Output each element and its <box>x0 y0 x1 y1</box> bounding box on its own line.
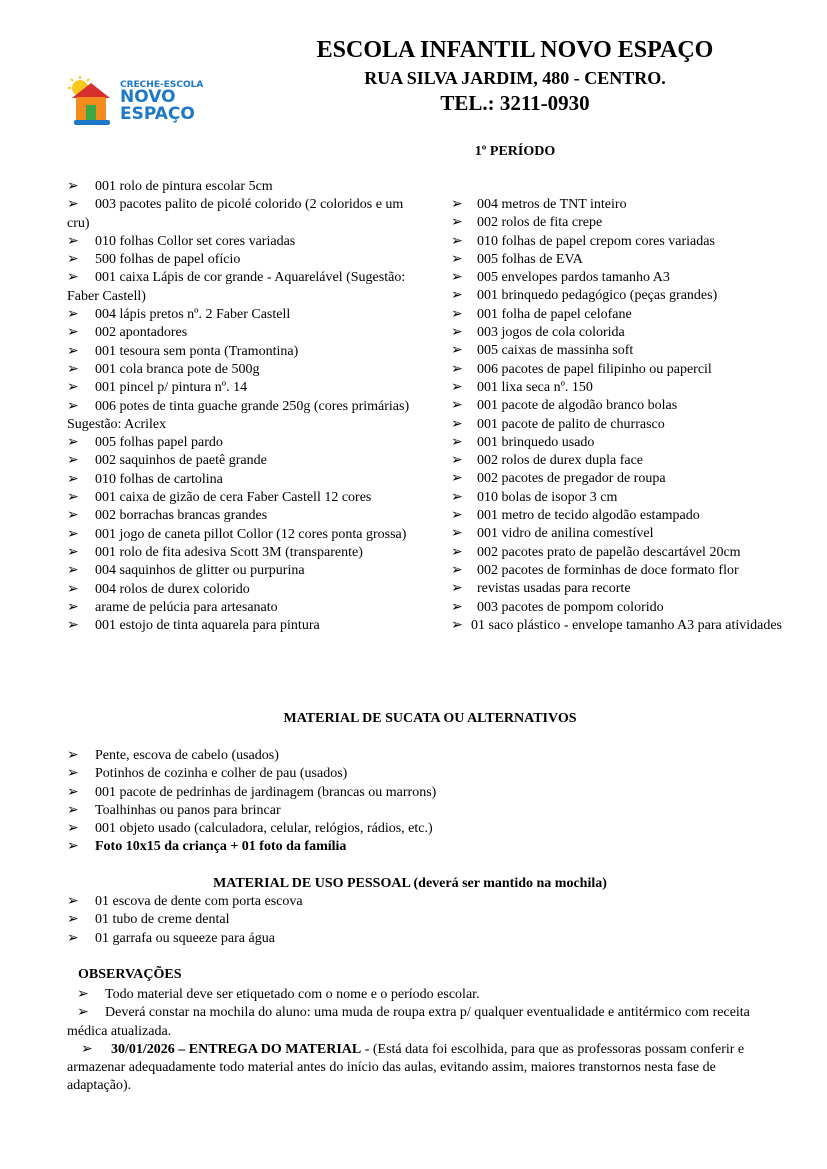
list-item-text: 002 rolos de durex dupla face <box>477 453 643 469</box>
bullet-icon: ➢ <box>451 343 463 359</box>
bullet-icon: ➢ <box>67 563 79 579</box>
sucata-list <box>67 747 767 857</box>
period-title: 1º PERÍODO <box>474 144 556 159</box>
list-item-text: 001 brinquedo pedagógico (peças grandes) <box>477 288 718 304</box>
logo-text-novo: NOVO <box>120 87 176 107</box>
list-item-text: 003 pacotes palito de picolé colorido (2 coloridos e um cru) <box>67 197 404 231</box>
bullet-icon: ➢ <box>67 252 79 268</box>
bullet-icon: ➢ <box>67 912 79 928</box>
list-item <box>67 489 427 507</box>
list-item <box>67 452 427 470</box>
list-item-text: 010 bolas de isopor 3 cm <box>477 489 618 505</box>
school-address: RUA SILVA JARDIM, 480 - CENTRO. <box>364 68 666 88</box>
list-item <box>67 306 427 324</box>
bullet-icon: ➢ <box>67 233 79 249</box>
bullet-icon: ➢ <box>67 380 79 396</box>
list-item <box>451 617 791 635</box>
observacoes-title: OBSERVAÇÕES <box>78 967 182 982</box>
list-item <box>451 287 791 305</box>
list-item-text: 003 pacotes de pompom colorido <box>477 599 664 615</box>
bullet-icon: ➢ <box>67 197 79 213</box>
list-item-text: 002 pacotes prato de papelão descartável 20cm <box>477 544 741 560</box>
bullet-icon: ➢ <box>451 544 463 560</box>
bullet-icon: ➢ <box>451 581 463 597</box>
observacao-text: Deverá constar na mochila do aluno: uma muda de roupa extra p/ qualquer eventualidade e antitérmico com receita médica atualizada. <box>67 1005 750 1039</box>
list-item <box>67 784 767 802</box>
list-item-text: 001 brinquedo usado <box>477 434 595 450</box>
observacao-text: - (Está data foi escolhida, para que as professoras possam conferir e armazenar adequadamente todo material antes do início das aulas, evitando assim, maiores transtornos nesta fase de adaptação). <box>67 1041 745 1094</box>
list-item-text: 005 folhas de EVA <box>477 251 583 267</box>
bullet-icon: ➢ <box>67 398 79 414</box>
bullet-icon: ➢ <box>451 508 463 524</box>
bullet-icon: ➢ <box>67 453 79 469</box>
list-item-text: 005 caixas de massinha soft <box>477 343 634 359</box>
list-item <box>451 269 791 287</box>
delivery-date: 30/01/2026 – ENTREGA DO MATERIAL <box>111 1041 362 1057</box>
supply-list-column-2 <box>451 196 791 635</box>
list-item-text: arame de pelúcia para artesanato <box>95 599 278 615</box>
list-item <box>67 747 767 765</box>
sucata-title: MATERIAL DE SUCATA OU ALTERNATIVOS <box>283 711 577 726</box>
list-item-text: 004 rolos de durex colorido <box>95 581 250 597</box>
bullet-icon: ➢ <box>67 599 79 615</box>
list-item-text: 001 vidro de anilina comestível <box>477 526 654 542</box>
bullet-icon: ➢ <box>451 471 463 487</box>
bullet-icon: ➢ <box>67 435 79 451</box>
list-item <box>67 233 427 251</box>
observacao-item <box>67 1041 767 1096</box>
list-item <box>451 342 791 360</box>
bullet-icon: ➢ <box>67 930 79 946</box>
bullet-icon: ➢ <box>77 1005 89 1021</box>
list-item-text: 002 pacotes de pregador de roupa <box>477 471 666 487</box>
bullet-icon: ➢ <box>67 802 79 818</box>
list-item-text: revistas usadas para recorte <box>477 581 631 597</box>
observacoes-list <box>67 986 767 1096</box>
list-item <box>451 361 791 379</box>
list-item <box>67 544 427 562</box>
bullet-icon: ➢ <box>67 748 79 763</box>
list-item <box>67 343 427 361</box>
list-item-text: 010 folhas Collor set cores variadas <box>95 233 296 249</box>
list-item <box>451 251 791 269</box>
list-item-text: 01 saco plástico - envelope tamanho A3 para atividades <box>471 617 783 633</box>
pessoal-title: MATERIAL DE USO PESSOAL (deverá ser mantido na mochila) <box>213 876 607 891</box>
list-item <box>451 580 791 598</box>
supply-list-column-1 <box>67 178 427 635</box>
list-item-text: 006 pacotes de papel filipinho ou papercil <box>477 361 712 377</box>
list-item-text: Toalhinhas ou panos para brincar <box>95 802 281 818</box>
list-item-text: 005 folhas papel pardo <box>95 435 223 451</box>
list-item-text: 001 folha de papel celofane <box>477 306 632 322</box>
list-item <box>67 526 427 544</box>
bullet-icon: ➢ <box>77 987 89 1002</box>
bullet-icon: ➢ <box>451 434 463 450</box>
school-phone: TEL.: 3211-0930 <box>440 91 590 115</box>
list-item-text: 001 caixa de gizão de cera Faber Castell 12 cores <box>95 490 372 506</box>
bullet-icon: ➢ <box>81 1041 93 1057</box>
list-item-text: 004 saquinhos de glitter ou purpurina <box>95 563 305 579</box>
bullet-icon: ➢ <box>67 581 79 597</box>
list-item <box>451 233 791 251</box>
list-item <box>451 599 791 617</box>
list-item <box>67 802 767 820</box>
bullet-icon: ➢ <box>67 179 79 194</box>
list-item <box>67 251 427 269</box>
bullet-icon: ➢ <box>67 471 79 487</box>
bullet-icon: ➢ <box>451 562 463 578</box>
bullet-icon: ➢ <box>451 599 463 615</box>
list-item-text: Foto 10x15 da criança + 01 foto da família <box>95 839 347 855</box>
bullet-icon: ➢ <box>451 453 463 469</box>
list-item-text: 001 estojo de tinta aquarela para pintura <box>95 618 320 634</box>
list-item <box>67 765 767 783</box>
list-item-text: 001 pacote de palito de churrasco <box>477 416 665 432</box>
bullet-icon: ➢ <box>67 839 79 855</box>
logo-text-espaco: ESPAÇO <box>120 104 195 124</box>
bullet-icon: ➢ <box>67 766 79 782</box>
bullet-icon: ➢ <box>67 508 79 524</box>
list-item <box>451 379 791 397</box>
bullet-icon: ➢ <box>67 894 79 909</box>
list-item-text: 001 rolo de fita adesiva Scott 3M (transparente) <box>95 544 363 560</box>
bullet-icon: ➢ <box>451 617 463 633</box>
list-item <box>67 599 427 617</box>
list-item <box>451 452 791 470</box>
list-item-text: 002 apontadores <box>95 325 188 341</box>
bullet-icon: ➢ <box>67 361 79 377</box>
list-item <box>67 471 427 489</box>
list-item-text: 001 rolo de pintura escolar 5cm <box>95 179 273 194</box>
list-item-text: Pente, escova de cabelo (usados) <box>95 748 279 763</box>
bullet-icon: ➢ <box>451 489 463 505</box>
list-item-text: 001 caixa Lápis de cor grande - Aquarelável (Sugestão: Faber Castell) <box>67 270 406 304</box>
list-item <box>451 324 791 342</box>
list-item-text: 001 objeto usado (calculadora, celular, relógios, rádios, etc.) <box>95 821 433 837</box>
list-item <box>451 306 791 324</box>
list-item-text: 005 envelopes pardos tamanho A3 <box>477 270 670 286</box>
bullet-icon: ➢ <box>451 398 463 414</box>
list-item <box>67 562 427 580</box>
list-item <box>67 324 427 342</box>
list-item <box>67 178 427 196</box>
bullet-icon: ➢ <box>451 270 463 286</box>
bullet-icon: ➢ <box>451 361 463 377</box>
list-item-text: 010 folhas de papel crepom cores variadas <box>477 233 715 249</box>
logo-text-creche: CRECHE-ESCOLA <box>120 80 204 90</box>
bullet-icon: ➢ <box>451 233 463 249</box>
list-item <box>451 196 791 214</box>
observacao-item <box>67 1004 767 1041</box>
bullet-icon: ➢ <box>67 526 79 542</box>
list-item <box>451 525 791 543</box>
list-item-text: 01 escova de dente com porta escova <box>95 894 303 909</box>
bullet-icon: ➢ <box>67 821 79 837</box>
list-item-text: 002 rolos de fita crepe <box>477 215 603 231</box>
list-item <box>67 893 767 911</box>
bullet-icon: ➢ <box>451 288 463 304</box>
bullet-icon: ➢ <box>67 618 79 634</box>
list-item-text: 001 pacote de pedrinhas de jardinagem (brancas ou marrons) <box>95 784 437 800</box>
list-item-text: 500 folhas de papel ofício <box>95 252 241 268</box>
list-item <box>451 470 791 488</box>
bullet-icon: ➢ <box>451 306 463 322</box>
list-item-text: 010 folhas de cartolina <box>95 471 223 487</box>
list-item <box>67 507 427 525</box>
list-item-text: 003 jogos de cola colorida <box>477 325 625 341</box>
bullet-icon: ➢ <box>67 490 79 506</box>
list-item-text: 002 saquinhos de paetê grande <box>95 453 267 469</box>
list-item-text: 01 tubo de creme dental <box>95 912 230 928</box>
list-item <box>67 581 427 599</box>
bullet-icon: ➢ <box>451 526 463 542</box>
list-item <box>67 269 427 306</box>
list-item <box>67 617 427 635</box>
list-item-text: 006 potes de tinta guache grande 250g (cores primárias) Sugestão: Acrilex <box>67 398 410 432</box>
list-item <box>451 507 791 525</box>
list-item <box>451 562 791 580</box>
bullet-icon: ➢ <box>67 343 79 359</box>
list-item <box>67 361 427 379</box>
list-item-text: 004 lápis pretos nº. 2 Faber Castell <box>95 307 291 323</box>
list-item <box>67 379 427 397</box>
bullet-icon: ➢ <box>67 784 79 800</box>
list-item-text: 01 garrafa ou squeeze para água <box>95 930 275 946</box>
list-item-text: 001 cola branca pote de 500g <box>95 361 260 377</box>
list-item <box>67 434 427 452</box>
bullet-icon: ➢ <box>451 416 463 432</box>
bullet-icon: ➢ <box>67 544 79 560</box>
list-item-text: 001 metro de tecido algodão estampado <box>477 508 700 524</box>
bullet-icon: ➢ <box>451 325 463 341</box>
list-item <box>67 930 767 948</box>
bullet-icon: ➢ <box>451 379 463 395</box>
list-item-text: Potinhos de cozinha e colher de pau (usados) <box>95 766 348 782</box>
list-item-text: 002 borrachas brancas grandes <box>95 508 268 524</box>
list-item-text: 001 jogo de caneta pillot Collor (12 cores ponta grossa) <box>95 526 407 542</box>
bullet-icon: ➢ <box>451 197 463 212</box>
list-item-text: 001 pincel p/ pintura nº. 14 <box>95 380 248 396</box>
list-item-text: 001 lixa seca nº. 150 <box>477 379 593 395</box>
list-item <box>451 397 791 415</box>
bullet-icon: ➢ <box>67 307 79 323</box>
list-item <box>451 489 791 507</box>
list-item <box>451 214 791 232</box>
observacao-item <box>67 986 767 1004</box>
list-item <box>451 544 791 562</box>
list-item-text: 002 pacotes de forminhas de doce formato flor <box>477 562 739 578</box>
bullet-icon: ➢ <box>67 270 79 286</box>
observacao-text: Todo material deve ser etiquetado com o nome e o período escolar. <box>105 987 480 1002</box>
list-item <box>67 911 767 929</box>
list-item-text: 001 pacote de algodão branco bolas <box>477 398 678 414</box>
list-item <box>451 434 791 452</box>
pessoal-list <box>67 893 767 948</box>
list-item <box>67 398 427 435</box>
list-item <box>451 416 791 434</box>
bullet-icon: ➢ <box>67 325 79 341</box>
list-item <box>67 820 767 838</box>
list-item-text: 004 metros de TNT inteiro <box>477 197 627 212</box>
school-logo <box>68 76 208 128</box>
bullet-icon: ➢ <box>451 215 463 231</box>
bullet-icon: ➢ <box>451 251 463 267</box>
list-item <box>67 838 767 856</box>
list-item-text: 001 tesoura sem ponta (Tramontina) <box>95 343 299 359</box>
list-item <box>67 196 427 233</box>
school-name: ESCOLA INFANTIL NOVO ESPAÇO <box>316 37 714 63</box>
